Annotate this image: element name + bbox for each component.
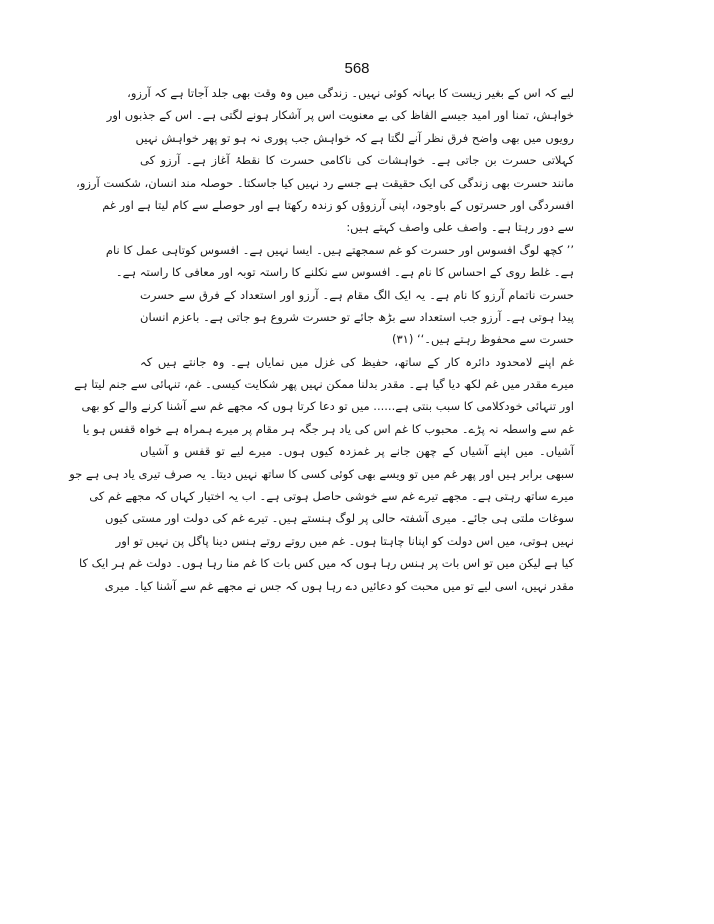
text-line: مانند حسرت بھی زندگی کی ایک حقیقت ہے جسے رد نہیں کیا جاسکتا۔ حوصلہ مند انسان، شکست آرزو،: [76, 175, 574, 190]
quote-line: ہے۔ غلط روی کے احساس کا نام ہے۔ افسوس سے نکلنے کا راستہ توبہ اور معافی کا راستہ ہے۔: [115, 265, 574, 280]
text-line: افسردگی اور حسرتوں کے باوجود، اپنی آرزوؤں کو زندہ رکھتا ہے اور حوصلے سے کام لیتا ہے اور غم: [102, 197, 574, 212]
text-line: میرے مقدر میں غم لکھ دیا گیا ہے۔ مقدر بدلنا ممکن نہیں پھر شکایت کیسی۔ غم، تنہائی سے جنم لیتا ہے: [74, 377, 574, 392]
text-line: سبھی برابر ہیں اور پھر غم میں تو ویسے بھی کوئی کسی کا ساتھ نہیں دیتا۔ یہ صرف تیری یاد ہی ہے جو: [69, 466, 574, 481]
text-line: مقدر نہیں، اسی لیے تو میں محبت کو دعائیں دے رہا ہوں کہ جس نے مجھے غم سے آشنا کیا۔ میری: [104, 578, 574, 593]
quote-line: حسرت سے محفوظ رہتے ہیں۔‘‘ (۳۱): [391, 332, 574, 347]
text-line: لیے کہ اس کے بغیر زیست کا بہانہ کوئی نہیں۔ زندگی میں وہ وقت بھی جلد آجاتا ہے کہ آرزو،: [127, 86, 574, 100]
text-line: آشیاں۔ میں اپنے آشیاں کے چھن جانے پر غمزدہ کیوں ہوں۔ میرے لیے تو قفس و آشیاں: [140, 444, 574, 459]
quotation-block: [105, 239, 574, 351]
text-line: غم اپنے لامحدود دائرہ کار کے ساتھ، حفیظ کی غزل میں نمایاں ہے۔ وہ جانتے ہیں کہ: [140, 354, 574, 369]
quote-line: حسرت ناتمام آرزو کا نام ہے۔ یہ ایک الگ مقام ہے۔ آرزو اور استعداد کے فرق سے حسرت: [140, 287, 574, 302]
text-line: سوغات ملتی ہی جائے۔ میری آشفتہ حالی پر لوگ ہنستے ہیں۔ تیرے غم کی دولت اور مستی کیوں: [105, 511, 574, 526]
text-line: میرے ساتھ رہتی ہے۔ مجھے تیرے غم سے خوشی حاصل ہوتی ہے۔ اب یہ اختیار کہاں کہ مجھے غم کی: [89, 489, 574, 504]
paragraph: [76, 82, 574, 239]
text-line: سے دور رہتا ہے۔ واصف علی واصف کہتے ہیں:: [346, 220, 574, 235]
text-line: خواہش، تمنا اور امید جیسے الفاظ کی بے معنویت اس پر آشکار ہونے لگتی ہے۔ اس کے جذبوں اور: [106, 108, 574, 123]
quote-line: ’’ کچھ لوگ افسوس اور حسرت کو غم سمجھتے ہیں۔ ایسا نہیں ہے۔ افسوس کوتاہی عمل کا نام: [105, 242, 574, 257]
page-body: [69, 82, 574, 597]
quote-line: پیدا ہوتی ہے۔ آرزو جب استعداد سے بڑھ جائے تو حسرت شروع ہو جاتی ہے۔ باعزم انسان: [140, 309, 574, 324]
text-line: غم سے واسطہ نہ پڑے۔ محبوب کا غم اس کی یاد ہر جگہ ہر مقام پر میرے ہمراہ ہے خواہ قفس ہو یا: [82, 421, 574, 436]
paragraph: [69, 351, 574, 597]
text-line: کیا ہے لیکن میں تو اس بات پر ہنس رہا ہوں کہ میں کس بات کا غم منا رہا ہوں۔ دولت غم ہر ایک کا: [79, 556, 574, 571]
text-line: کہلاتی حسرت بن جاتی ہے۔ خواہشات کی ناکامی حسرت کا نقطۂ آغاز ہے۔ آرزو کی: [140, 153, 574, 168]
text-line: رویوں میں بھی واضح فرق نظر آنے لگتا ہے کہ خواہش جب پوری نہ ہو تو پھر خواہش نہیں: [135, 130, 574, 145]
page-number: 568: [344, 60, 370, 77]
text-line: نہیں ہوتی، میں اس دولت کو اپنانا چاہتا ہوں۔ غم میں روتے روتے ہنس دینا پاگل پن نہیں تو اور: [115, 533, 574, 548]
text-line: اور تنہائی خودکلامی کا سبب بنتی ہے...... میں تو دعا کرتا ہوں کہ مجھے غم سے آشنا کرنے والے کو بھی: [81, 399, 574, 414]
